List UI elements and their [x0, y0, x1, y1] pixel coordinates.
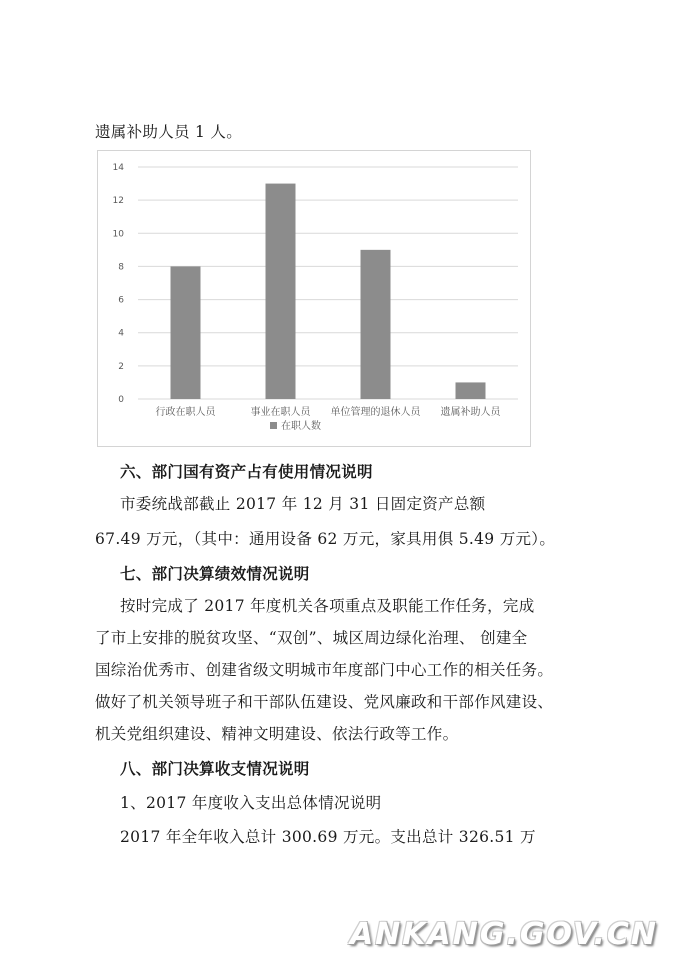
staff-bar-chart — [97, 150, 531, 447]
y-tick-label: 10 — [112, 229, 124, 240]
subsection-heading-1: 1、2017 年度收入支出总体情况说明 — [120, 794, 382, 812]
section-heading-8: 八、部门决算收支情况说明 — [120, 760, 310, 778]
x-category-label: 事业在职人员 — [250, 407, 311, 418]
text-line-assets-2: 67.49 万元，（其中：通用设备 62 万元，家具用俱 5.49 万元）。 — [95, 530, 556, 548]
text-line-1: 遗属补助人员 1 人。 — [95, 123, 243, 141]
text-line-perf-2: 了市上安排的脱贫攻坚、“双创”、城区周边绿化治理、 创建全 — [95, 629, 528, 647]
y-tick-label: 12 — [112, 196, 124, 207]
bar-1 — [171, 266, 201, 399]
text-line-perf-5: 机关党组织建设、精神文明建设、依法行政等工作。 — [95, 725, 459, 743]
section-heading-6: 六、部门国有资产占有使用情况说明 — [120, 463, 373, 481]
text-line-perf-3: 国综治优秀市、创建省级文明城市年度部门中心工作的相关任务。 — [95, 661, 554, 679]
y-tick-label: 4 — [118, 328, 124, 339]
text-line-perf-4: 做好了机关领导班子和干部队伍建设、党风廉政和干部作风建设、 — [95, 693, 554, 711]
text-line-income: 2017 年全年收入总计 300.69 万元。支出总计 326.51 万 — [120, 828, 536, 846]
section-heading-7: 七、部门决算绩效情况说明 — [120, 565, 310, 583]
x-category-label: 单位管理的退休人员 — [330, 407, 421, 418]
text-line-assets-1: 市委统战部截止 2017 年 12 月 31 日固定资产总额 — [120, 495, 486, 513]
y-tick-label: 0 — [118, 395, 124, 405]
legend-label: 在职人数 — [281, 421, 321, 432]
y-tick-label: 6 — [118, 295, 124, 306]
chart-svg — [98, 151, 530, 446]
site-watermark: ANKANG.GOV.CN — [349, 917, 658, 952]
legend-swatch — [270, 422, 277, 429]
y-tick-label: 14 — [112, 163, 124, 173]
bar-4 — [456, 382, 486, 399]
x-category-label: 行政在职人员 — [155, 407, 216, 418]
y-tick-label: 8 — [118, 262, 124, 273]
text-line-perf-1: 按时完成了 2017 年度机关各项重点及职能工作任务，完成 — [120, 597, 535, 615]
y-tick-label: 2 — [118, 361, 124, 372]
x-category-label: 遗属补助人员 — [440, 407, 501, 418]
bar-3 — [361, 250, 391, 399]
bar-2 — [266, 184, 296, 399]
